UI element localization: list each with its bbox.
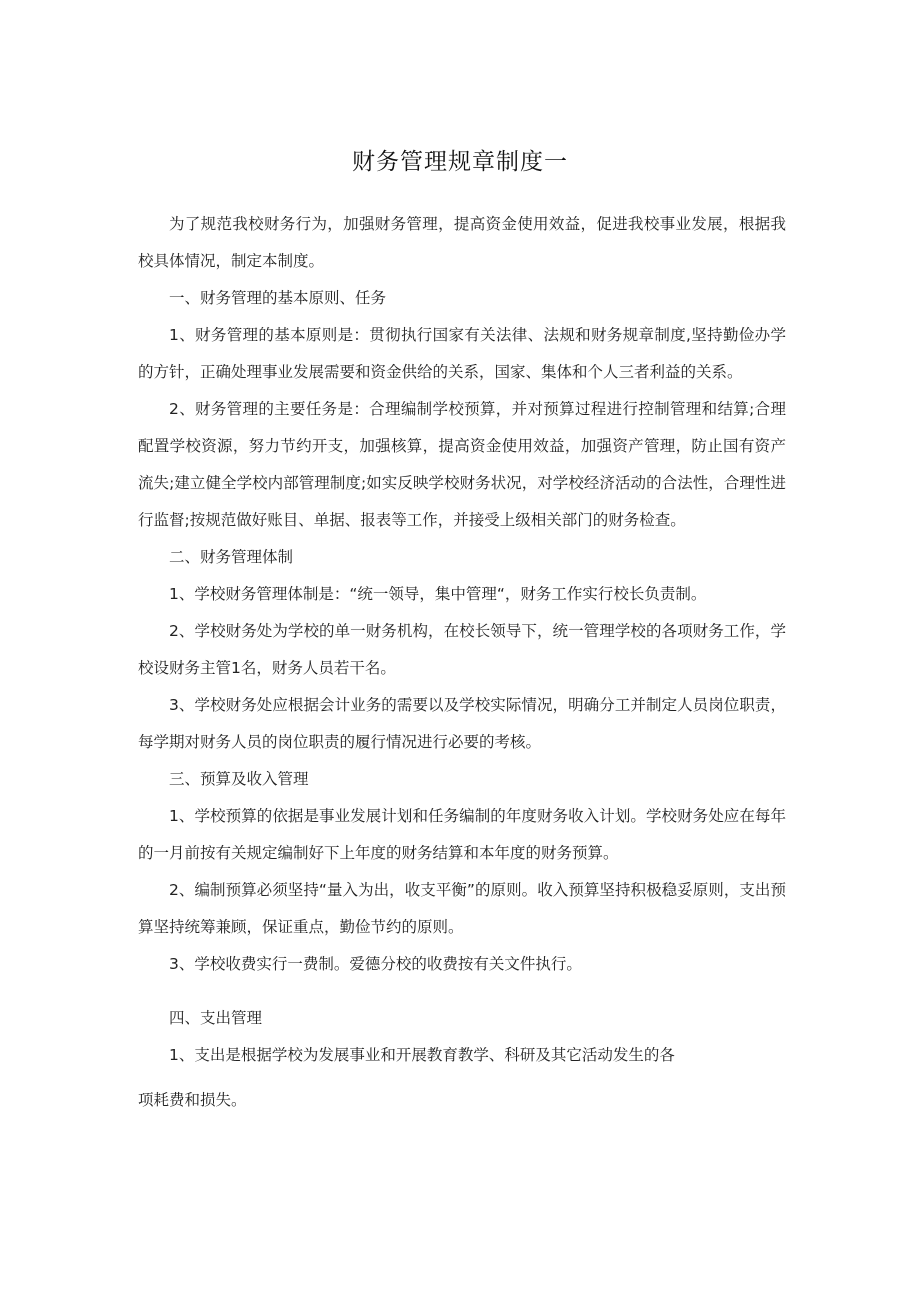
section-heading-4: 四、支出管理 (169, 1009, 263, 1027)
paragraph-4-1: 1、支出是根据学校为发展事业和开展教育教学、科研及其它活动发生的各 (169, 1046, 675, 1064)
intro-paragraph: 为了规范我校财务行为，加强财务管理，提高资金使用效益，促进我校事业发展，根据我校具体情况，制定本制度。 (138, 215, 786, 270)
paragraph-3-3: 3、学校收费实行一费制。爱德分校的收费按有关文件执行。 (169, 955, 582, 973)
paragraph-2-2: 2、学校财务处为学校的单一财务机构，在校长领导下，统一管理学校的各项财务工作，学校设财务主管1名，财务人员若干名。 (138, 622, 786, 677)
paragraph-4-1-continued: 项耗费和损失。 (138, 1091, 247, 1109)
section-heading-2: 二、财务管理体制 (169, 548, 294, 566)
document-title: 财务管理规章制度一 (352, 149, 568, 175)
paragraph-2-1: 1、学校财务管理体制是：“统一领导，集中管理“，财务工作实行校长负责制。 (169, 585, 707, 603)
section-heading-3: 三、预算及收入管理 (169, 770, 309, 788)
paragraph-3-2: 2、编制预算必须坚持“量入为出，收支平衡”的原则。收入预算坚持积极稳妥原则，支出预算坚持统筹兼顾，保证重点，勤俭节约的原则。 (138, 881, 786, 936)
paragraph-1-2: 2、财务管理的主要任务是：合理编制学校预算，并对预算过程进行控制管理和结算;合理配置学校资源，努力节约开支，加强核算，提高资金使用效益，加强资产管理，防止国有资产流失;建立健全学校内部管理制度;如实反映学校财务状况，对学校经济活动的合法性，合理性进行监督;按规范做好账目、单据、报表等工作，并接受上级相关部门的财务检查。 (138, 400, 786, 529)
paragraph-1-1: 1、财务管理的基本原则是：贯彻执行国家有关法律、法规和财务规章制度,坚持勤俭办学的方针，正确处理事业发展需要和资金供给的关系，国家、集体和个人三者利益的关系。 (138, 326, 786, 381)
section-heading-1: 一、财务管理的基本原则、任务 (169, 289, 387, 307)
paragraph-2-3: 3、学校财务处应根据会计业务的需要以及学校实际情况，明确分工并制定人员岗位职责，每学期对财务人员的岗位职责的履行情况进行必要的考核。 (138, 696, 786, 751)
paragraph-3-1: 1、学校预算的依据是事业发展计划和任务编制的年度财务收入计划。学校财务处应在每年的一月前按有关规定编制好下上年度的财务结算和本年度的财务预算。 (138, 807, 786, 862)
document-body (138, 206, 786, 1119)
